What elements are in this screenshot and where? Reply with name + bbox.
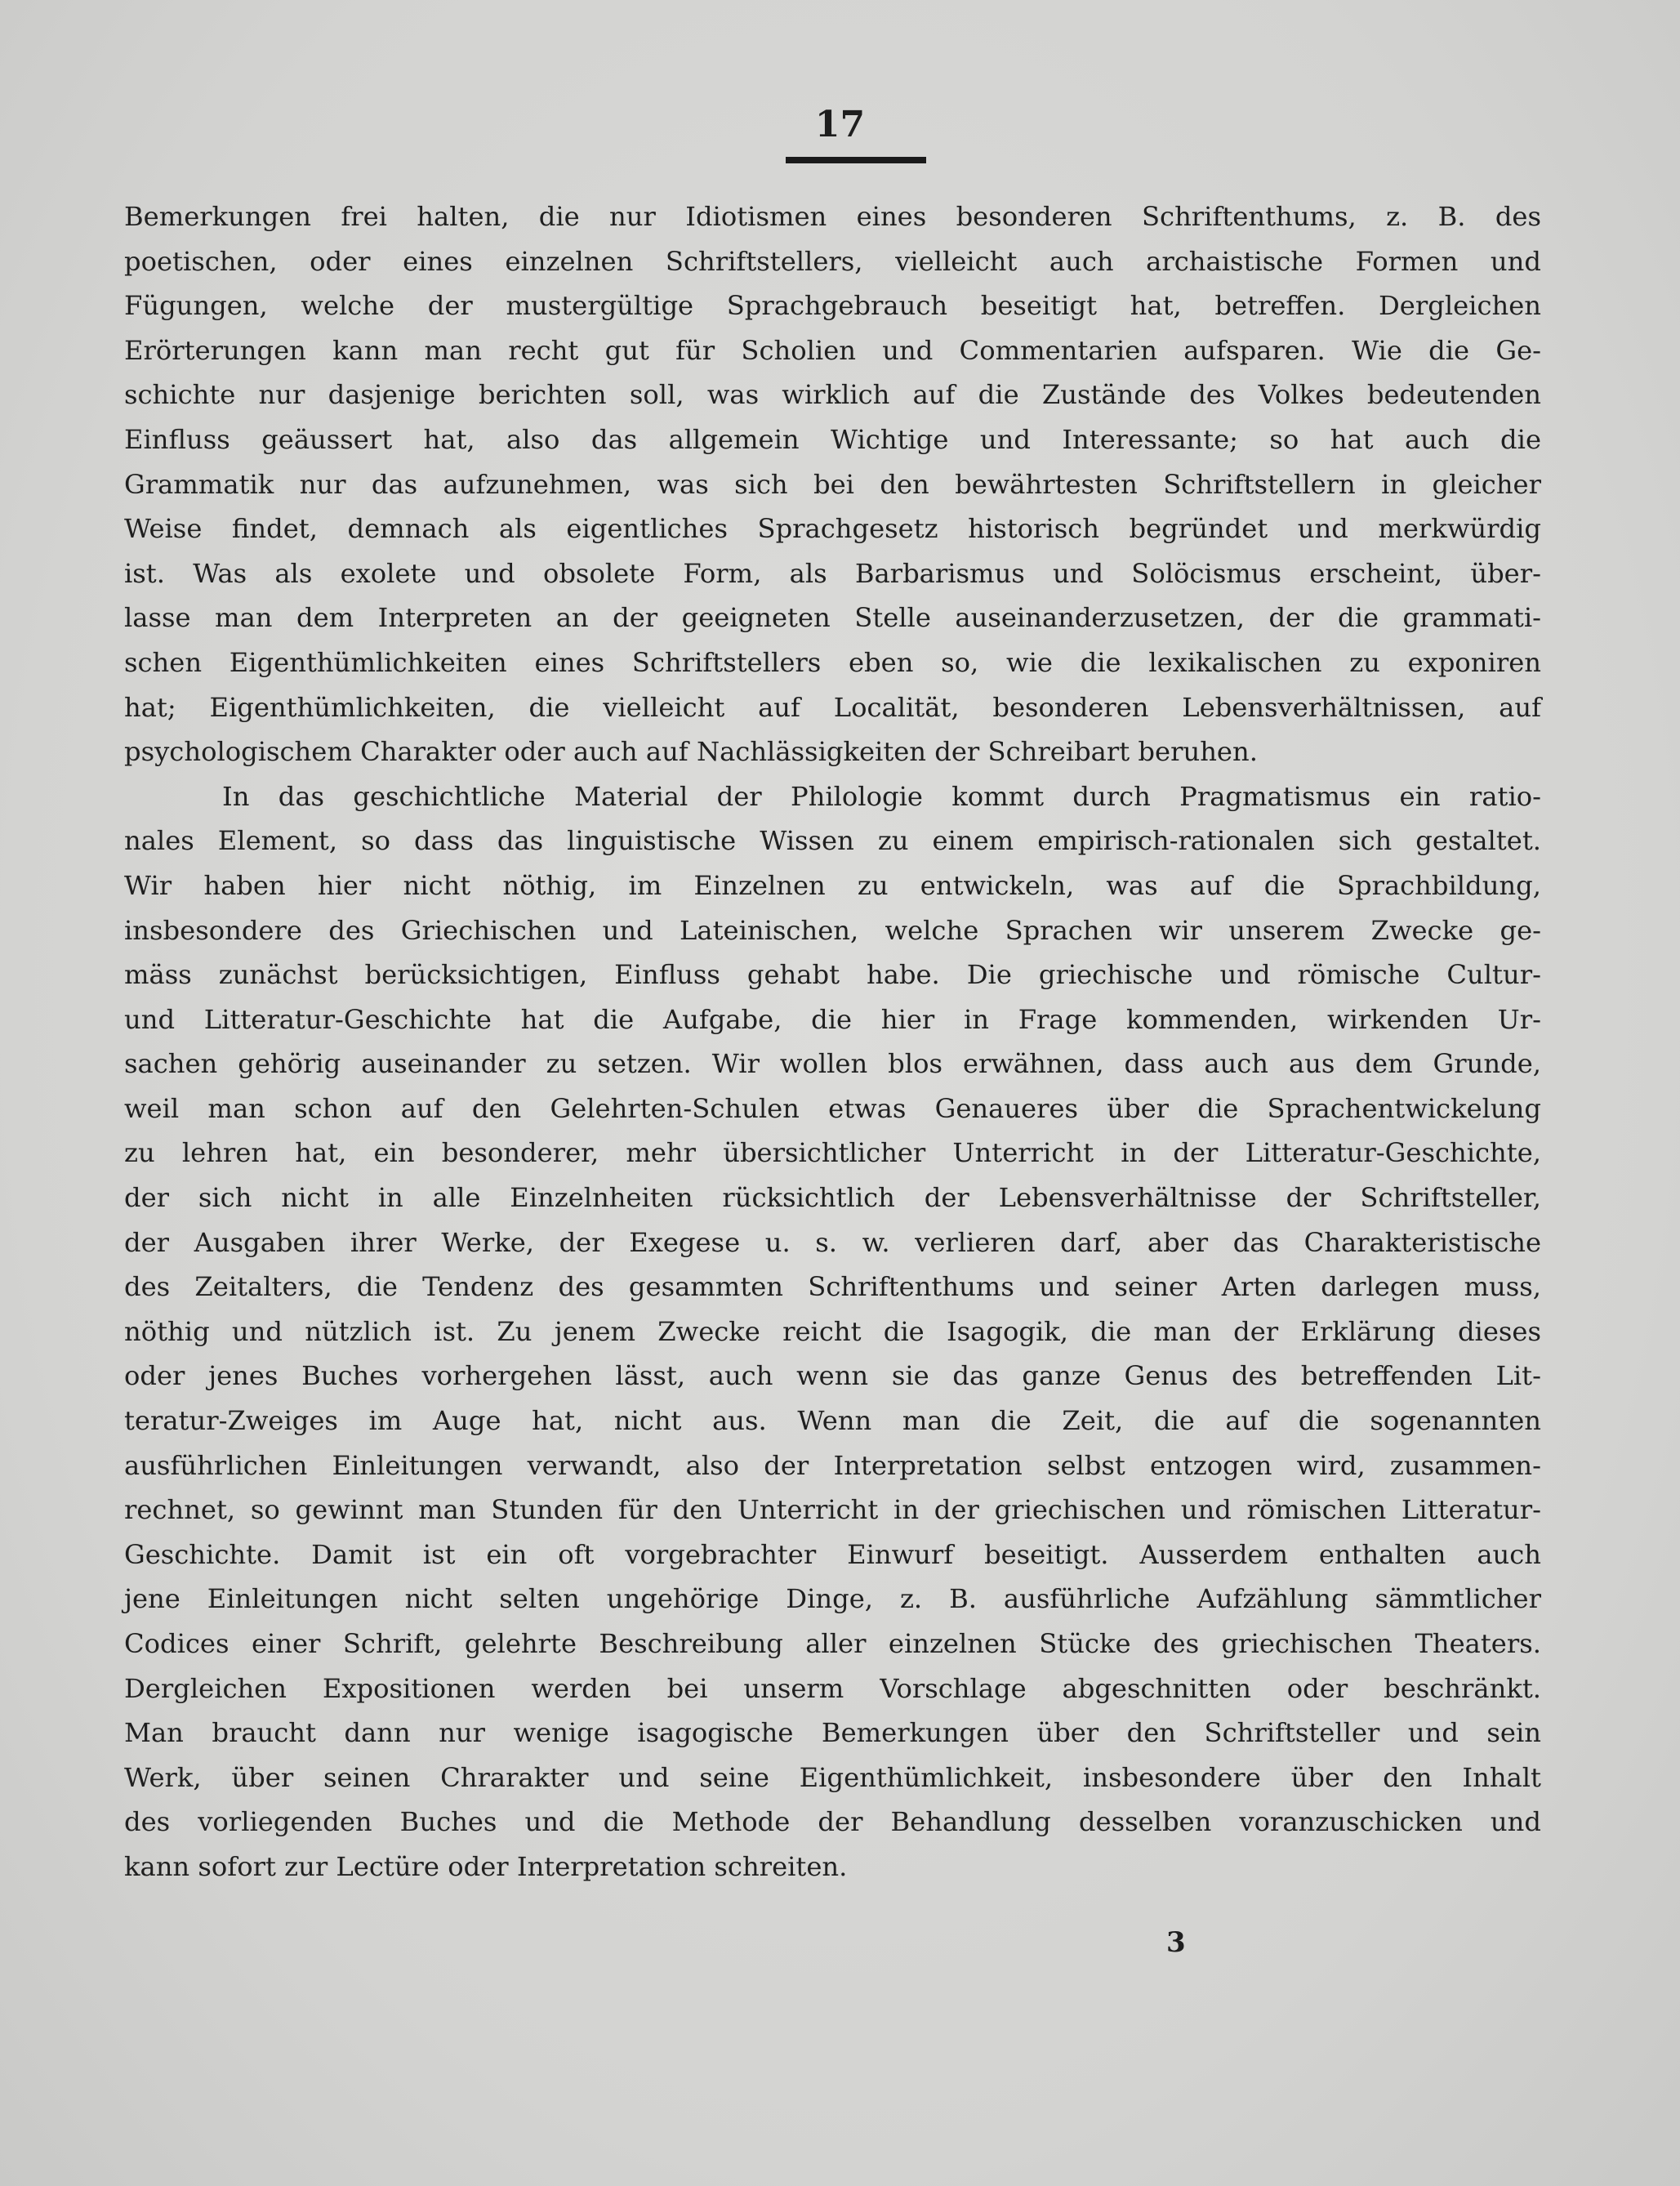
text-line: teratur-Zweiges im Auge hat, nicht aus. Wenn man die Zeit, die auf die sogenannten: [124, 1405, 1541, 1437]
text-line: schen Eigenthümlichkeiten eines Schriftstellers eben so, wie die lexikalischen zu exponiren: [124, 646, 1541, 678]
text-line: insbesondere des Griechischen und Lateinischen, welche Sprachen wir unserem Zwecke ge-: [124, 914, 1541, 946]
text-line: rechnet, so gewinnt man Stunden für den Unterricht in der griechischen und römischen Litteratur-: [124, 1494, 1541, 1526]
text-line: ist. Was als exolete und obsolete Form, als Barbarismus und Solöcismus erscheint, über-: [124, 557, 1541, 589]
header-rule: [786, 157, 926, 163]
text-line: ausführlichen Einleitungen verwandt, also der Interpretation selbst entzogen wird, zusammen-: [124, 1449, 1541, 1481]
text-line: poetischen, oder eines einzelnen Schriftstellers, vielleicht auch archaistische Formen und: [124, 245, 1541, 277]
text-line: oder jenes Buches vorhergehen lässt, auch wenn sie das ganze Genus des betreffenden Lit-: [124, 1360, 1541, 1392]
text-line: hat; Eigenthümlichkeiten, die vielleicht auf Localität, besonderen Lebensverhältnissen, auf: [124, 691, 1541, 723]
text-line: Grammatik nur das aufzunehmen, was sich bei den bewährtesten Schriftstellern in gleicher: [124, 468, 1541, 500]
text-line: Erörterungen kann man recht gut für Scholien und Commentarien aufsparen. Wie die Ge-: [124, 334, 1541, 366]
text-line: In das geschichtliche Material der Philologie kommt durch Pragmatismus ein ratio-: [222, 780, 1541, 812]
text-line: schichte nur dasjenige berichten soll, was wirklich auf die Zustände des Volkes bedeutenden: [124, 379, 1541, 411]
text-line: jene Einleitungen nicht selten ungehörige Dinge, z. B. ausführliche Aufzählung sämmtlicher: [124, 1583, 1541, 1615]
text-line: zu lehren hat, ein besonderer, mehr übersichtlicher Unterricht in der Litteratur-Geschichte,: [124, 1137, 1541, 1169]
text-line: Bemerkungen frei halten, die nur Idiotismen eines besonderen Schriftenthums, z. B. des: [124, 201, 1541, 232]
text-line: Werk, über seinen Chrarakter und seine Eigenthümlichkeit, insbesondere über den Inhalt: [124, 1761, 1541, 1793]
text-line: psychologischem Charakter oder auch auf Nachlässigkeiten der Schreibart beruhen.: [124, 736, 1258, 768]
text-line: nöthig und nützlich ist. Zu jenem Zwecke reicht die Isagogik, die man der Erklärung dieses: [124, 1315, 1541, 1347]
text-line: des vorliegenden Buches und die Methode der Behandlung desselben voranzuschicken und: [124, 1806, 1541, 1838]
page-number: 17: [814, 104, 866, 145]
text-line: Weise findet, demnach als eigentliches Sprachgesetz historisch begründet und merkwürdig: [124, 513, 1541, 545]
text-line: lasse man dem Interpreten an der geeigneten Stelle auseinanderzusetzen, der die grammati-: [124, 602, 1541, 634]
text-line: kann sofort zur Lectüre oder Interpretation schreiten.: [124, 1850, 848, 1882]
text-line: mäss zunächst berücksichtigen, Einfluss gehabt habe. Die griechische und römische Cultur-: [124, 959, 1541, 991]
text-line: Codices einer Schrift, gelehrte Beschreibung aller einzelnen Stücke des griechischen Theaters.: [124, 1628, 1541, 1659]
text-line: Man braucht dann nur wenige isagogische Bemerkungen über den Schriftsteller und sein: [124, 1717, 1541, 1749]
text-line: und Litteratur-Geschichte hat die Aufgabe, die hier in Frage kommenden, wirkenden Ur-: [124, 1003, 1541, 1035]
signature-mark: 3: [1166, 1926, 1186, 1959]
text-line: Einfluss geäussert hat, also das allgemein Wichtige und Interessante; so hat auch die: [124, 423, 1541, 455]
text-line: weil man schon auf den Gelehrten-Schulen etwas Genaueres über die Sprachentwickelung: [124, 1092, 1541, 1124]
text-line: nales Element, so dass das linguistische Wissen zu einem empirisch-rationalen sich gestaltet.: [124, 825, 1541, 857]
text-line: Geschichte. Damit ist ein oft vorgebrachter Einwurf beseitigt. Ausserdem enthalten auch: [124, 1538, 1541, 1570]
text-line: des Zeitalters, die Tendenz des gesammten Schriftenthums und seiner Arten darlegen muss,: [124, 1271, 1541, 1303]
text-line: Fügungen, welche der mustergültige Sprachgebrauch beseitigt hat, betreffen. Dergleichen: [124, 290, 1541, 322]
body-text: [124, 194, 1541, 1889]
text-line: Wir haben hier nicht nöthig, im Einzelnen zu entwickeln, was auf die Sprachbildung,: [124, 869, 1541, 901]
text-line: der Ausgaben ihrer Werke, der Exegese u. s. w. verlieren darf, aber das Charakteristische: [124, 1226, 1541, 1258]
text-line: sachen gehörig auseinander zu setzen. Wir wollen blos erwähnen, dass auch aus dem Grunde,: [124, 1048, 1541, 1080]
text-line: der sich nicht in alle Einzelnheiten rücksichtlich der Lebensverhältnisse der Schriftsteller,: [124, 1182, 1541, 1214]
text-line: Dergleichen Expositionen werden bei unserm Vorschlage abgeschnitten oder beschränkt.: [124, 1672, 1541, 1704]
